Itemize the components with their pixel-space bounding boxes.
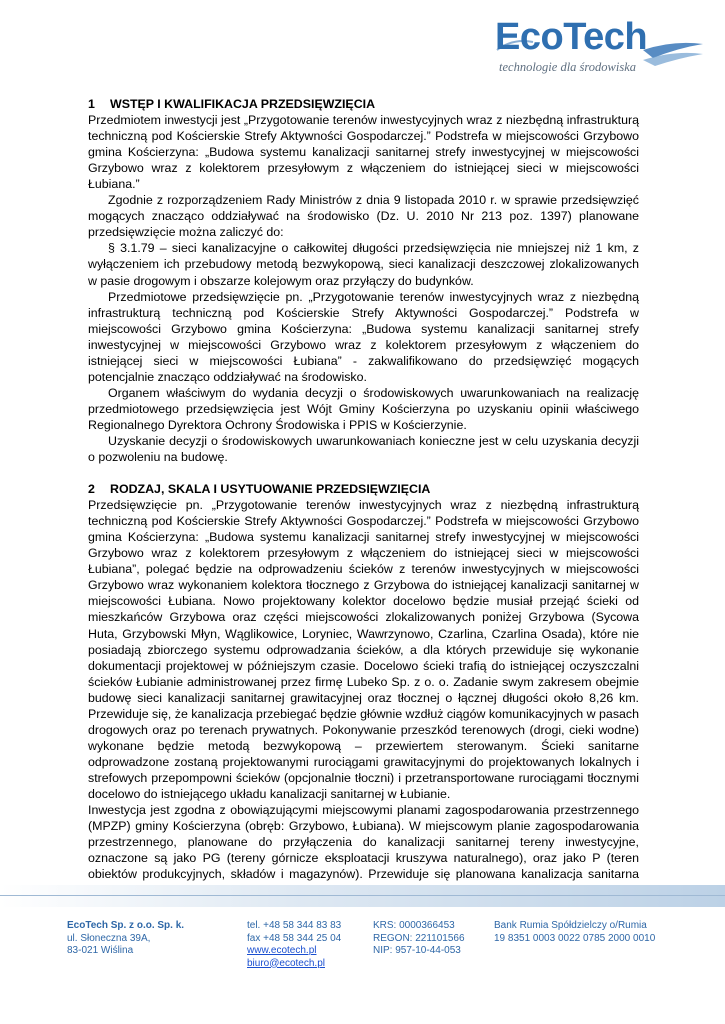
footer-contact-column xyxy=(247,920,341,970)
section-1-paragraph: Przedmiotowe przedsięwzięcie pn. „Przygotowanie terenów inwestycyjnych wraz z niezbędną infrastrukturą techniczną pod Kościerskie Strefy Aktywności Gospodarczej.” Podstrefa w miejscowości Grzybowo gmina Kościerzyna: „Budowa systemu kanalizacji sanitarnej strefy inwestycyjnej w miejscowości Grzybowo wraz z kolektorem przesyłowym z włączeniem do istniejącej sieci w miejscowości Łubiana” - zakwalifikowano do przedsięwzięć mogących potencjalnie znacząco oddziaływać na środowisko. xyxy=(88,289,639,384)
footer-street: ul. Słoneczna 39A, xyxy=(67,932,151,944)
footer-company-column xyxy=(67,920,184,958)
footer-city: 83-021 Wiślina xyxy=(67,945,134,956)
footer-nip: NIP: 957-10-44-053 xyxy=(373,945,461,956)
section-1-heading xyxy=(88,96,639,112)
ecotech-logo xyxy=(493,16,705,80)
footer-registry-column xyxy=(373,920,465,958)
footer-bank-name: Bank Rumia Spółdzielczy o/Rumia xyxy=(494,920,647,931)
section-2-paragraph: Przedsięwzięcie pn. „Przygotowanie terenów inwestycyjnych wraz z niezbędną infrastrukturą techniczną pod Kościerskie Strefy Aktywności Gospodarczej.” Podstrefa w miejscowości Grzybowo gmina Kościerzyna: „Budowa systemu kanalizacji sanitarnej strefy inwestycyjnej w miejscowości Grzybowo wraz z kolektorem przesyłowym z włączeniem do istniejącej sieci w miejscowości Łubiana”, polegać będzie na odprowadzeniu ścieków z terenów inwestycyjnych w miejscowości Grzybowo wraz wykonaniem kolektora tłocznego z Grzybowa do istniejącej kanalizacji sanitarnej w miejscowości Łubiana. Nowo projektowany kolektor docelowo będzie musiał przejąć ścieki od mieszkańców Grzybowa oraz części miejscowości zlokalizowanych poniżej Grzybowa (Sycowa Huta, Grzybowski Młyn, Wąglikowice, Loryniec, Wawrzynowo, Czarlina, Czarlina Osada), które nie posiadają zbiorczego systemu odprowadzania ścieków, a dla których przewiduje się wykonanie dokumentacji projektowej w późniejszym czasie. Docelowo ścieki trafią do istniejącej oczyszczalni ścieków Łubianie administrowanej przez firmę Lubeko Sp. z o. o. Zadanie swym zakresem obejmie budowę sieci kanalizacji sanitarnej grawitacyjnej oraz tłocznej o łącznej długości około 8,26 km. Przewiduje się, że kanalizacja przebiegać będzie głównie wzdłuż ciągów komunikacyjnych w pasach drogowych oraz po terenach prywatnych. Pokonywanie przeszkód terenowych (drogi, cieki wodne) wykonane będzie metodą bezwykopową – przewiertem sterowanym. Ścieki sanitarne odprowadzone zostaną projektowanymi rurociągami grawitacyjnymi do projektowanych lokalnych i strefowych przepompowni ścieków (opcjonalnie tłoczni) i przetransportowane rurociągami tłocznymi docelowo do istniejącego układu kanalizacji sanitarnej w Łubianie. xyxy=(88,498,639,801)
footer-bank-account: 19 8351 0003 0022 0785 2000 0010 xyxy=(494,932,656,944)
section-1-paragraph: Zgodnie z rozporządzeniem Rady Ministrów z dnia 9 listopada 2010 r. w sprawie przedsięwzięć mogących znacząco oddziaływać na środowisko (Dz. U. 2010 Nr 213 poz. 1397) planowane przedsięwzięcie można zaliczyć do: xyxy=(88,193,639,240)
section-2-heading xyxy=(88,481,639,497)
section-1-paragraph: Uzyskanie decyzji o środowiskowych uwarunkowaniach konieczne jest w celu uzyskania decyzji o pozwoleniu na budowę. xyxy=(88,433,639,465)
section-2-number: 2 xyxy=(88,482,95,497)
section-1-number: 1 xyxy=(88,97,95,111)
section-1-paragraph: § 3.1.79 – sieci kanalizacyjne o całkowitej długości przedsięwzięcia nie mniejszej niż 1 km, z wyłączeniem ich przebudowy metodą bezwykopową, sieci kanalizacji deszczowej zlokalizowanych w pasie drogowym i obszarze kolejowym oraz przyłączy do budynków. xyxy=(88,241,639,288)
section-1-title: WSTĘP I KWALIFIKACJA PRZEDSIĘWZIĘCIA xyxy=(110,97,376,111)
logo-tagline: technologie dla środowiska xyxy=(499,60,637,74)
footer-bank-column xyxy=(494,920,655,945)
section-1-paragraph: Przedmiotem inwestycji jest „Przygotowanie terenów inwestycyjnych wraz z niezbędną infrastrukturą techniczną pod Kościerskie Strefy Aktywności Gospodarczej.” Podstrefa w miejscowości Grzybowo gmina Kościerzyna: „Budowa systemu kanalizacji sanitarnej strefy inwestycyjnej w miejscowości Grzybowo wraz z kolektorem przesyłowym z włączeniem do istniejącej sieci w miejscowości Łubiana.” xyxy=(88,113,639,192)
footer-krs: KRS: 0000366453 xyxy=(373,920,455,931)
footer-regon: REGON: 221101566 xyxy=(373,932,465,944)
section-2-paragraph: Inwestycja jest zgodna z obowiązującymi miejscowymi planami zagospodarowania przestrzennego (MPZP) gminy Kościerzyna (obręb: Grzybowo, Łubiana). W miejscowym planie zagospodarowania przestrzennego, planowane do przyłączenia do kanalizacji sanitarnej tereny inwestycyjne, oznaczone są jako PG (tereny górnicze eksploatacji kruszywa naturalnego), oraz jako P (teren obiektów produkcyjnych, składów i magazynów). Przewiduje się planowana kanalizacja sanitarna xyxy=(88,803,639,882)
logo-brand-text: EcoTech xyxy=(495,16,648,58)
footer-website-link[interactable]: www.ecotech.pl xyxy=(247,945,317,956)
section-1-paragraph: Organem właściwym do wydania decyzji o środowiskowych uwarunkowaniach na realizację przedmiotowego przedsięwzięcia jest Wójt Gminy Kościerzyna po uzyskaniu opinii właściwego Regionalnego Dyrektora Ochrony Środowiska i PPIS w Kościerzynie. xyxy=(88,385,639,432)
footer-company-name: EcoTech Sp. z o.o. Sp. k. xyxy=(67,920,185,931)
section-2-title: RODZAJ, SKALA I USYTUOWANIE PRZEDSIĘWZIĘCIA xyxy=(110,482,431,497)
footer-divider xyxy=(0,885,725,907)
footer-tel: tel. +48 58 344 83 83 xyxy=(247,920,342,931)
footer-email-link[interactable]: biuro@ecotech.pl xyxy=(247,957,325,969)
document-body xyxy=(88,96,639,898)
footer-fax: fax +48 58 344 25 04 xyxy=(247,932,342,944)
